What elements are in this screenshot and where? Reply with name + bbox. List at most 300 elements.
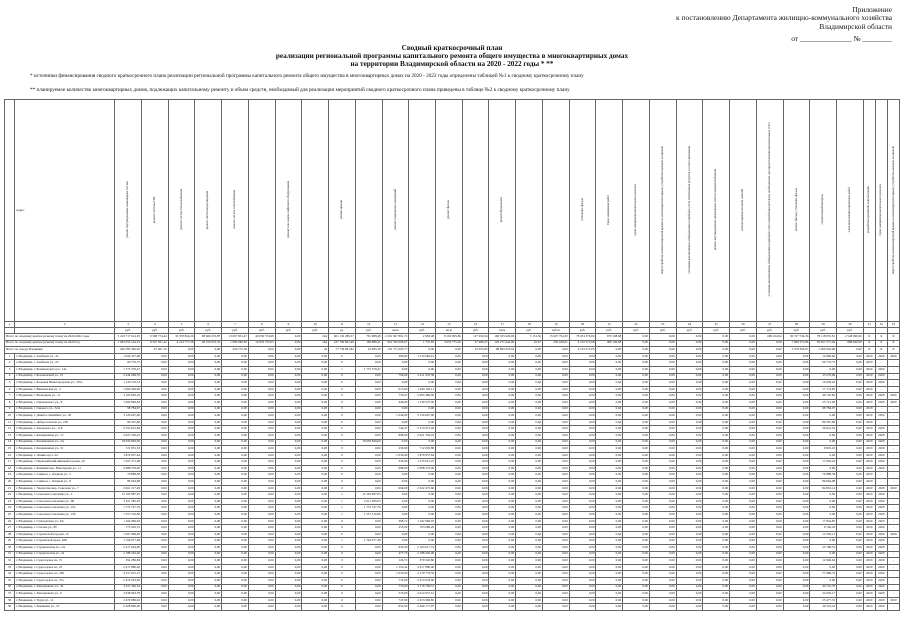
roof-cost: 0,00: [409, 505, 436, 512]
value-cell: 0,00: [516, 512, 543, 519]
value-cell: 0,00: [195, 505, 222, 512]
address-cell: г. Владимир, г. Стасова ул., 8б: [15, 525, 115, 532]
value-cell: 0,00: [596, 597, 623, 604]
value-cell: 0,00: [462, 525, 489, 532]
value-cell: 0,00: [703, 604, 730, 611]
value-cell: 0,00: [141, 373, 168, 380]
value-cell: 0: [329, 465, 356, 472]
value-cell: 0,00: [703, 584, 730, 591]
value-cell: 0,00: [542, 380, 569, 387]
value-cell: 0,00: [756, 373, 783, 380]
value-cell: 0,00: [542, 498, 569, 505]
value-cell: 0,00: [222, 577, 249, 584]
value-cell: 0,00: [302, 518, 329, 525]
value-cell: 0,00: [783, 399, 810, 406]
lift-cost: 0,00: [355, 465, 382, 472]
value-cell: 0,00: [248, 406, 275, 413]
value-cell: 0,00: [222, 551, 249, 558]
value-cell: 0,00: [168, 538, 195, 545]
value-cell: 0,00: [730, 538, 757, 545]
value-cell: 0,00: [222, 413, 249, 420]
summary-value: 30 727 724,36: [783, 334, 810, 341]
control-cost: 0,00: [810, 577, 837, 584]
table-row: [5, 498, 900, 505]
value-cell: 0,00: [302, 446, 329, 453]
summary-value: 44: [302, 347, 329, 354]
summary-value: 0,00: [676, 347, 703, 354]
value-cell: 0,00: [837, 545, 864, 552]
value-cell: 0,00: [516, 525, 543, 532]
value-cell: 0,00: [489, 413, 516, 420]
row-number: 30: [5, 545, 15, 552]
value-cell: 0,00: [542, 393, 569, 400]
value-cell: 0,00: [195, 564, 222, 571]
value-cell: 0,00: [837, 531, 864, 538]
value-cell: 0,00: [222, 353, 249, 360]
value-cell: 0,00: [516, 564, 543, 571]
value-cell: 0,00: [275, 465, 302, 472]
year-cell: 2020: [863, 525, 875, 532]
value-cell: 0,00: [141, 472, 168, 479]
value-cell: 0,00: [596, 558, 623, 565]
roof-area: 774,00: [382, 577, 409, 584]
summary-value: 78 118 055,81: [810, 334, 837, 341]
value-cell: 0,00: [783, 366, 810, 373]
value-cell: 0,00: [516, 538, 543, 545]
table-row: [5, 432, 900, 439]
value-cell: 0,00: [623, 492, 650, 499]
year-cell: 2020: [863, 406, 875, 413]
value-cell: 0,00: [783, 538, 810, 545]
column-number: 10: [302, 322, 329, 328]
roof-cost: 1 279 615,25: [409, 459, 436, 466]
value-cell: 0,00: [462, 591, 489, 598]
value-cell: 0,00: [168, 577, 195, 584]
value-cell: 0,00: [569, 584, 596, 591]
value-cell: 0,00: [837, 419, 864, 426]
value-cell: 0,00: [756, 485, 783, 492]
value-cell: 0,00: [542, 577, 569, 584]
value-cell: 0,00: [462, 505, 489, 512]
summary-value: Х: [863, 347, 875, 354]
summary-value: 0,00: [703, 347, 730, 354]
year-cell: 2020: [863, 571, 875, 578]
value-cell: 0,00: [436, 591, 463, 598]
summary-value: 601 766 099,67: [382, 340, 409, 347]
value-cell: 0,00: [222, 406, 249, 413]
lift-cost: 0,00: [355, 419, 382, 426]
roof-cost: 2 188 202,00: [409, 551, 436, 558]
summary-value: 0,00: [676, 334, 703, 341]
value-cell: 0,00: [837, 413, 864, 420]
row-number: 18: [5, 465, 15, 472]
value-cell: 0,00: [596, 551, 623, 558]
roof-area: 898,00: [382, 432, 409, 439]
value-cell: 0: [329, 604, 356, 611]
total-cost: 2 988 276,00: [115, 465, 142, 472]
unit-cell: руб.: [649, 328, 676, 334]
value-cell: 0,00: [623, 571, 650, 578]
year-cell: -: [887, 413, 899, 420]
value-cell: 0,00: [596, 577, 623, 584]
value-cell: 0,00: [222, 432, 249, 439]
value-cell: 0,00: [596, 472, 623, 479]
year-cell: 2020: [863, 393, 875, 400]
value-cell: 0,00: [248, 512, 275, 519]
value-cell: 0,00: [703, 531, 730, 538]
value-cell: 0,00: [275, 518, 302, 525]
value-cell: 0,00: [141, 498, 168, 505]
value-cell: 0,00: [783, 564, 810, 571]
value-cell: 0,00: [623, 360, 650, 367]
value-cell: 0,00: [623, 353, 650, 360]
value-cell: 0,00: [168, 399, 195, 406]
value-cell: 0,00: [756, 406, 783, 413]
value-cell: 0,00: [462, 597, 489, 604]
value-cell: 0,00: [248, 459, 275, 466]
total-cost: 1 297 271,68: [115, 459, 142, 466]
column-number: 6: [195, 322, 222, 328]
value-cell: 0,00: [756, 413, 783, 420]
year-cell: -: [887, 604, 899, 611]
value-cell: 0,00: [676, 577, 703, 584]
value-cell: 0,00: [542, 571, 569, 578]
value-cell: 0: [329, 446, 356, 453]
value-cell: 0,00: [623, 373, 650, 380]
value-cell: 0,00: [783, 551, 810, 558]
lift-cost: 0,00: [355, 432, 382, 439]
value-cell: 0,00: [649, 472, 676, 479]
value-cell: 0,00: [837, 551, 864, 558]
value-cell: 0,00: [489, 538, 516, 545]
value-cell: 0,00: [462, 564, 489, 571]
value-cell: 0,00: [837, 591, 864, 598]
summary-value: 169 888,41: [355, 340, 382, 347]
value-cell: 0,00: [569, 591, 596, 598]
value-cell: 0,00: [730, 584, 757, 591]
value-cell: 0: [329, 380, 356, 387]
year-cell: -: [887, 459, 899, 466]
column-number: 22: [623, 322, 650, 328]
value-cell: 0,00: [730, 465, 757, 472]
total-cost: 1 557 516,86: [115, 512, 142, 519]
footnote-1: * источники финансирования сводного краткосрочного плана реализации региональной программы капитального ремонта общего имущества в многоквартирных домах на 2020 - 2022 годы определены таблицей №1 к сводному краткосрочному плану: [30, 73, 584, 79]
value-cell: 0,00: [222, 571, 249, 578]
summary-value: 0,00: [436, 347, 463, 354]
control-cost: 98 784,97: [810, 406, 837, 413]
value-cell: 0,00: [436, 485, 463, 492]
value-cell: 0,00: [436, 373, 463, 380]
column-header: ремонт крыши: [329, 100, 356, 322]
value-cell: 0,00: [275, 584, 302, 591]
value-cell: 0,00: [596, 446, 623, 453]
column-header: ремонт подвальных помещений: [382, 100, 409, 322]
unit-cell: руб.: [783, 328, 810, 334]
value-cell: 0,00: [222, 518, 249, 525]
control-cost: 33 276,99: [810, 373, 837, 380]
value-cell: 0,00: [248, 604, 275, 611]
value-cell: 0,00: [168, 498, 195, 505]
year-cell: -: [887, 564, 899, 571]
value-cell: 0,00: [462, 571, 489, 578]
total-cost: 2 661 217,49: [115, 485, 142, 492]
address-cell: г. Владимир, г. Заводского ул., 11Б: [15, 426, 115, 433]
lift-cost: 0,00: [355, 399, 382, 406]
year-cell: -: [887, 584, 899, 591]
value-cell: 0,00: [222, 399, 249, 406]
summary-value: 129 271 942,99: [489, 340, 516, 347]
value-cell: 0,00: [195, 492, 222, 499]
value-cell: 0,00: [462, 419, 489, 426]
value-cell: 0,00: [195, 380, 222, 387]
value-cell: 0,00: [730, 551, 757, 558]
value-cell: 0,00: [195, 604, 222, 611]
group-header: ремонт внутридомовых инженерных систем: [115, 100, 142, 322]
unit-cell: ед.: [329, 328, 356, 334]
value-cell: 0,00: [302, 564, 329, 571]
value-cell: 0,00: [623, 564, 650, 571]
year-cell: -: [875, 360, 887, 367]
value-cell: 0,00: [542, 485, 569, 492]
year-cell: 2020: [863, 465, 875, 472]
year-cell: 2020: [863, 564, 875, 571]
value-cell: 0,00: [516, 505, 543, 512]
value-cell: 0,00: [623, 380, 650, 387]
unit-cell: руб.: [302, 328, 329, 334]
column-number: 25: [703, 322, 730, 328]
value-cell: 0,00: [302, 492, 329, 499]
value-cell: 0,00: [676, 419, 703, 426]
column-number: 1: [5, 322, 15, 328]
value-cell: 0,00: [649, 545, 676, 552]
value-cell: 0,00: [703, 432, 730, 439]
value-cell: 0: [329, 531, 356, 538]
value-cell: 0,00: [248, 419, 275, 426]
document-title: [0, 44, 904, 69]
value-cell: 0,00: [462, 472, 489, 479]
value-cell: 0,00: [837, 439, 864, 446]
summary-value: 0,00: [168, 347, 195, 354]
value-cell: 0,00: [141, 505, 168, 512]
value-cell: 0,00: [195, 571, 222, 578]
value-cell: 0,00: [569, 366, 596, 373]
roof-cost: 0,00: [409, 498, 436, 505]
year-cell: -: [887, 591, 899, 598]
row-number: 1: [5, 353, 15, 360]
value-cell: 0,00: [248, 393, 275, 400]
value-cell: 0,00: [516, 584, 543, 591]
column-number: 4: [141, 322, 168, 328]
address-cell: г. Владимир, г. Девятое Линейное ул., 26: [15, 413, 115, 420]
value-cell: 0,00: [837, 406, 864, 413]
summary-value: 152 771 093,77: [382, 347, 409, 354]
value-cell: 0,00: [302, 439, 329, 446]
unit-cell: руб.: [837, 328, 864, 334]
date-number-line: от ______________ № ________: [791, 34, 892, 43]
value-cell: 0,00: [436, 551, 463, 558]
column-header: ремонт крыши плоской, скатной: [730, 100, 757, 322]
column-number: 20: [569, 322, 596, 328]
year-cell: 2020: [875, 558, 887, 565]
summary-value: 3 419 717 614,65: [115, 334, 142, 341]
value-cell: 0,00: [248, 538, 275, 545]
row-number: 9: [5, 406, 15, 413]
summary-value: 601 132 286,57: [329, 334, 356, 341]
value-cell: 0,00: [195, 558, 222, 565]
value-cell: 0,00: [248, 545, 275, 552]
value-cell: 0,00: [837, 538, 864, 545]
control-cost: 12 960,04: [810, 558, 837, 565]
row-number: 11: [5, 419, 15, 426]
value-cell: 0,00: [222, 485, 249, 492]
value-cell: 0,00: [195, 518, 222, 525]
value-cell: 0,00: [302, 577, 329, 584]
value-cell: 0,00: [489, 393, 516, 400]
column-number: 7: [222, 322, 249, 328]
value-cell: 0,00: [168, 518, 195, 525]
year-cell: 2020: [875, 446, 887, 453]
value-cell: 0,00: [168, 426, 195, 433]
value-cell: 0,00: [436, 413, 463, 420]
value-cell: 0,00: [195, 413, 222, 420]
year-cell: -: [875, 479, 887, 486]
roof-area: 255,00: [382, 525, 409, 532]
value-cell: 0,00: [302, 525, 329, 532]
value-cell: 0,00: [569, 472, 596, 479]
lift-cost: 0,00: [355, 472, 382, 479]
value-cell: 0,00: [275, 577, 302, 584]
total-cost: 773 432,72: [115, 525, 142, 532]
total-cost: 89 664,98: [115, 479, 142, 486]
value-cell: 0,00: [703, 413, 730, 420]
value-cell: 0,00: [141, 452, 168, 459]
value-cell: 0,00: [756, 393, 783, 400]
row-number: 29: [5, 538, 15, 545]
value-cell: 0,00: [756, 525, 783, 532]
value-cell: 0,00: [703, 564, 730, 571]
value-cell: 0,00: [730, 432, 757, 439]
value-cell: 0,00: [730, 518, 757, 525]
roof-area: 0,00: [382, 419, 409, 426]
value-cell: 0,00: [703, 426, 730, 433]
roof-area: 0,00: [382, 492, 409, 499]
total-cost: 76 888,38: [115, 472, 142, 479]
value-cell: 0,00: [436, 472, 463, 479]
year-cell: -: [887, 426, 899, 433]
value-cell: 0,00: [195, 584, 222, 591]
value-cell: 0: [329, 472, 356, 479]
value-cell: 0,00: [516, 498, 543, 505]
value-cell: 0,00: [676, 426, 703, 433]
value-cell: 0,00: [542, 413, 569, 420]
year-cell: 2020: [863, 591, 875, 598]
value-cell: 0,00: [248, 472, 275, 479]
value-cell: 0,00: [248, 360, 275, 367]
value-cell: 0,00: [703, 393, 730, 400]
value-cell: 0,00: [596, 591, 623, 598]
value-cell: 0,00: [676, 538, 703, 545]
year-cell: 2020: [875, 353, 887, 360]
value-cell: 0: [329, 564, 356, 571]
address-cell: г. Владимир, г. Алябьева ул., 23: [15, 360, 115, 367]
value-cell: 0,00: [783, 353, 810, 360]
lift-cost: 0,00: [355, 459, 382, 466]
value-cell: 0,00: [436, 545, 463, 552]
column-header: Срок выполнения проектных работ: [837, 100, 864, 322]
year-cell: 2020: [863, 485, 875, 492]
unit-cell: кв.м: [489, 328, 516, 334]
lift-cost: 0,00: [355, 597, 382, 604]
table-row: [5, 353, 900, 360]
value-cell: 0,00: [195, 439, 222, 446]
year-cell: -: [887, 525, 899, 532]
value-cell: 0,00: [195, 472, 222, 479]
roof-cost: 2 163 617,74: [409, 545, 436, 552]
value-cell: 0,00: [489, 558, 516, 565]
value-cell: 0,00: [569, 406, 596, 413]
roof-cost: 1 949 192,11: [409, 386, 436, 393]
value-cell: 0,00: [783, 604, 810, 611]
summary-value: 1 060 950,90: [810, 347, 837, 354]
address-cell: г. Владимир, г. Студенческая ул., 3а: [15, 551, 115, 558]
value-cell: 0,00: [756, 360, 783, 367]
value-cell: 0,00: [436, 446, 463, 453]
year-cell: 2020: [875, 452, 887, 459]
roof-area: 0,00: [382, 360, 409, 367]
value-cell: 0,00: [275, 479, 302, 486]
control-cost: 17 944,85: [810, 518, 837, 525]
value-cell: 0,00: [649, 446, 676, 453]
roof-cost: 4 179 779,59: [409, 571, 436, 578]
value-cell: 0,00: [783, 485, 810, 492]
value-cell: 0,00: [756, 432, 783, 439]
value-cell: 0,00: [436, 459, 463, 466]
value-cell: 0,00: [756, 604, 783, 611]
value-cell: 0,00: [703, 472, 730, 479]
unit-cell: руб.: [355, 328, 382, 334]
value-cell: 0,00: [837, 472, 864, 479]
lift-cost: 0,00: [355, 426, 382, 433]
unit-cell: руб.: [248, 328, 275, 334]
value-cell: 0,00: [649, 452, 676, 459]
column-number: 3: [115, 322, 142, 328]
value-cell: 0,00: [676, 386, 703, 393]
unit-cell: кв.м: [436, 328, 463, 334]
value-cell: 0,00: [141, 465, 168, 472]
value-cell: 0,00: [195, 353, 222, 360]
value-cell: 0,00: [756, 472, 783, 479]
value-cell: 0,00: [542, 366, 569, 373]
year-cell: -: [887, 386, 899, 393]
summary-value: 77 739 891,82: [329, 347, 356, 354]
value-cell: 0,00: [730, 492, 757, 499]
address-cell: г. Владимир, г. Судогодское ш., 23Б: [15, 571, 115, 578]
value-cell: 0,00: [837, 432, 864, 439]
value-cell: 0,00: [302, 353, 329, 360]
value-cell: 0,00: [222, 446, 249, 453]
row-number: 26: [5, 518, 15, 525]
value-cell: 0,00: [489, 472, 516, 479]
total-cost: 1 879 957,64: [115, 452, 142, 459]
value-cell: 0,00: [436, 353, 463, 360]
value-cell: 0,00: [141, 439, 168, 446]
value-cell: 0,00: [596, 518, 623, 525]
value-cell: 0,00: [676, 558, 703, 565]
lift-cost: 0,00: [355, 393, 382, 400]
value-cell: 0,00: [516, 446, 543, 453]
value-cell: 0,00: [516, 571, 543, 578]
column-number: 16: [462, 322, 489, 328]
